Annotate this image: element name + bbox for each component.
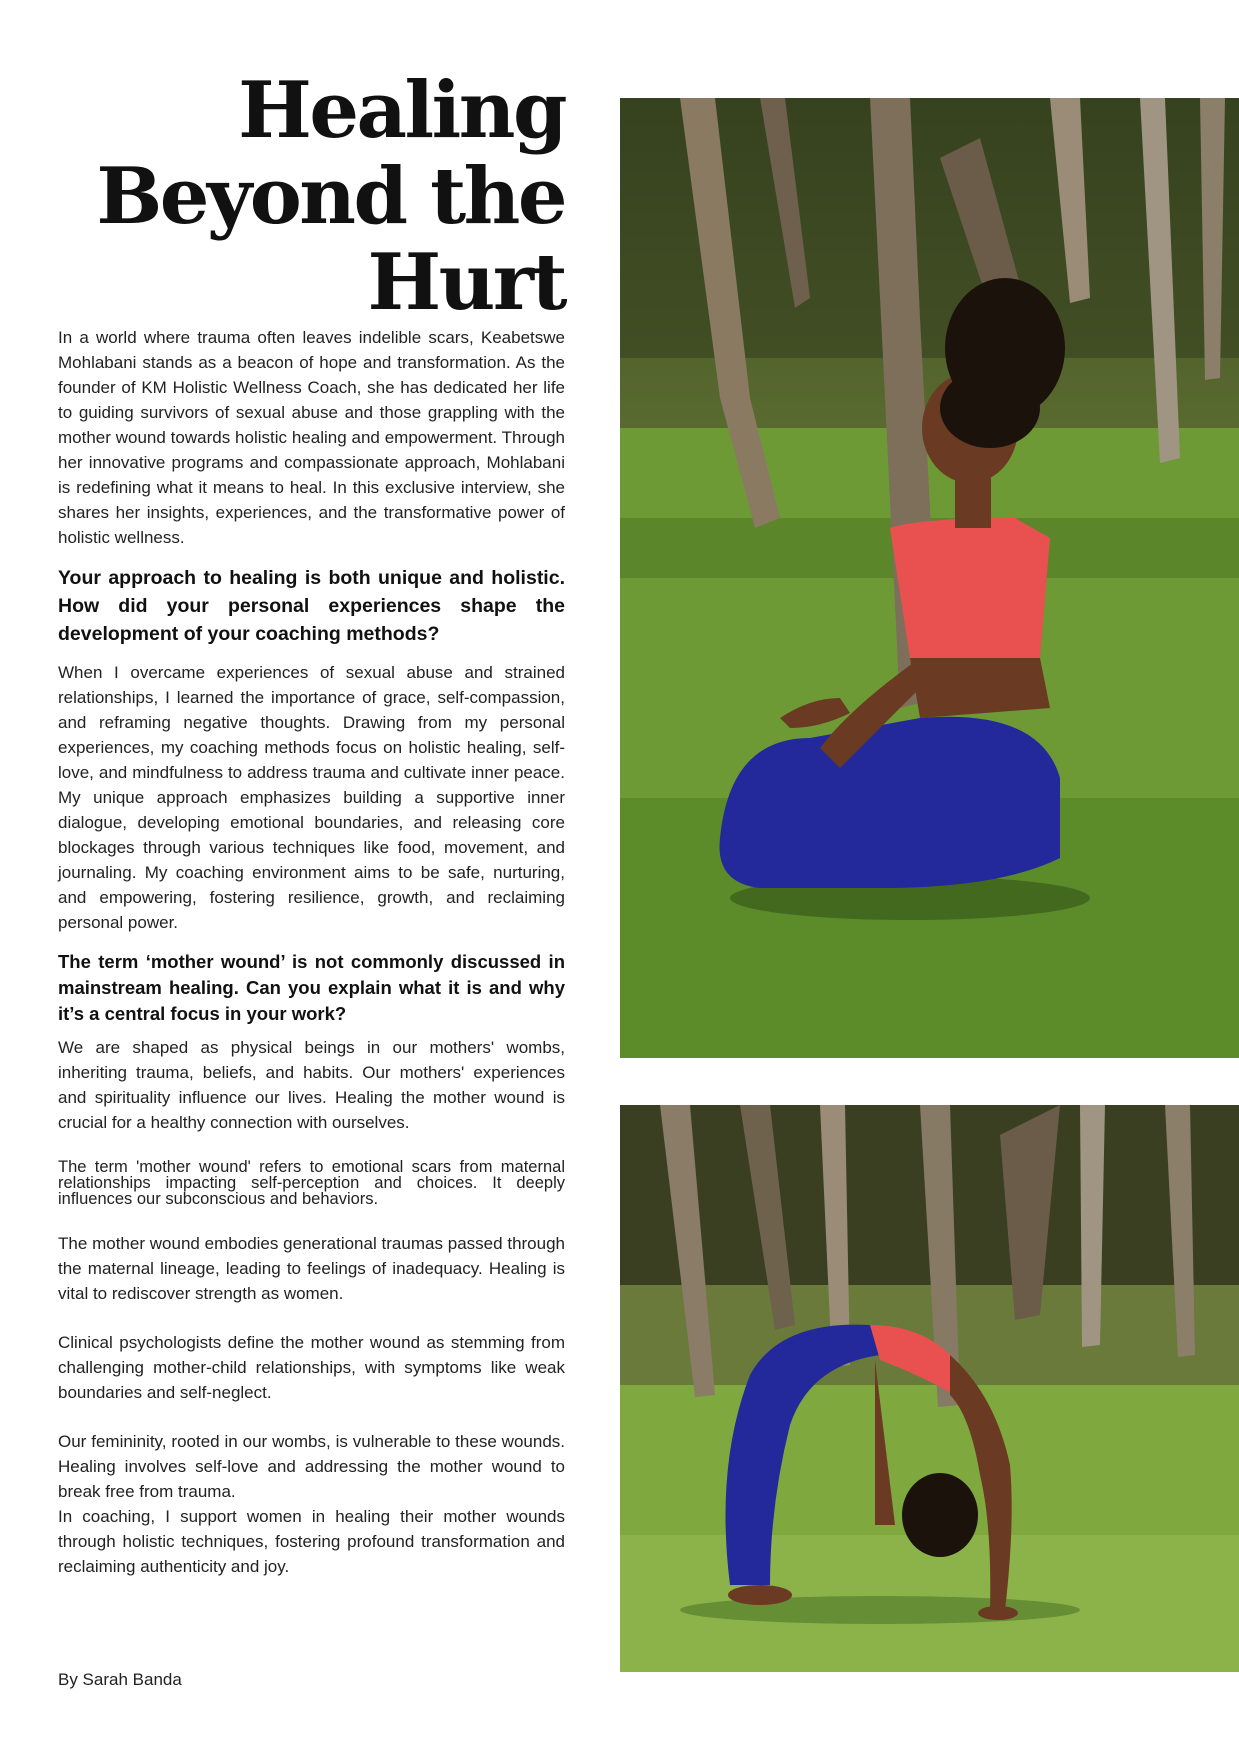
question-2: The term ‘mother wound’ is not commonly discussed in mainstream healing. Can you explain what it is and why it’s a central focus in your work? xyxy=(58,951,565,1024)
answer-2-paragraph-5: Our femininity, rooted in our wombs, is vulnerable to these wounds. Healing involves self-love and addressing the mother wound to break free from trauma. xyxy=(58,1432,565,1501)
title-line-1: Healing xyxy=(238,65,565,156)
answer-2-paragraph-4: Clinical psychologists define the mother wound as stemming from challenging mother-child relationships, with symptoms like weak boundaries and self-neglect. xyxy=(58,1333,565,1402)
answer-2-paragraph-1: We are shaped as physical beings in our mothers' wombs, inheriting trauma, beliefs, and habits. Our mothers' experiences and spirituality influence our lives. Healing the mother wound is crucial for a healthy connection with ourselves. xyxy=(58,1038,565,1132)
answer-2-paragraph-2: The term 'mother wound' refers to emotional scars from maternal relationships impacting self-perception and choices. It deeply influences our subconscious and behaviors. xyxy=(58,1158,565,1208)
answer-1: When I overcame experiences of sexual abuse and strained relationships, I learned the importance of grace, self-compassion, and reframing negative thoughts. Drawing from my personal experiences, my coaching methods focus on holistic healing, self-love, and mindfulness to address trauma and cultivate inner peace. My unique approach emphasizes building a supportive inner dialogue, developing emotional boundaries, and releasing core blockages through various techniques like food, movement, and journaling. My coaching environment aims to be safe, nurturing, and empowering, fostering resilience, growth, and reclaiming personal power. xyxy=(58,663,565,932)
title-line-2: Beyond the xyxy=(96,151,565,242)
answer-2-paragraph-3: The mother wound embodies generational traumas passed through the maternal lineage, leading to feelings of inadequacy. Healing is vital to rediscover strength as women. xyxy=(58,1234,565,1303)
answer-2-paragraph-6: In coaching, I support women in healing their mother wounds through holistic techniques, fostering profound transformation and reclaiming authenticity and joy. xyxy=(58,1507,565,1576)
question-1: Your approach to healing is both unique and holistic. How did your personal experiences shape the development of your coaching methods? xyxy=(58,567,565,645)
article-body xyxy=(58,325,565,1579)
backbend-photo xyxy=(620,1105,1239,1672)
meditation-photo xyxy=(620,98,1239,1058)
article-title xyxy=(58,65,565,328)
byline: By Sarah Banda xyxy=(58,1670,182,1689)
title-line-3: Hurt xyxy=(367,237,565,328)
intro-paragraph: In a world where trauma often leaves indelible scars, Keabetswe Mohlabani stands as a beacon of hope and transformation. As the founder of KM Holistic Wellness Coach, she has dedicated her life to guiding survivors of sexual abuse and those grappling with the mother wound towards holistic healing and empowerment. Through her innovative programs and compassionate approach, Mohlabani is redefining what it means to heal. In this exclusive interview, she shares her insights, experiences, and the transformative power of holistic wellness. xyxy=(58,328,565,547)
